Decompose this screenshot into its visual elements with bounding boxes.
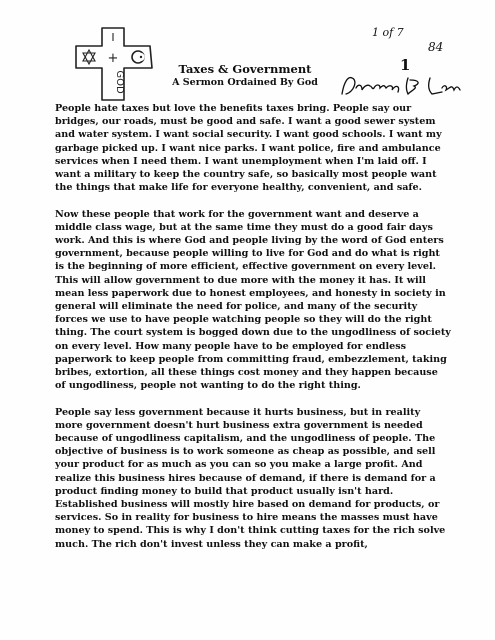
page-title: Taxes & Government	[178, 62, 312, 76]
cross-emblem	[72, 22, 158, 104]
handwritten-signature	[338, 72, 466, 98]
paragraph-3: People say less government because it hurts business, but in reality more government doesn't hurt business extra government is needed because of ungodliness capitalism, and the ungodliness of people. The objective of business is to work someone as cheap as possible, and sell your product for as much as you can so you make a large profit. And realize this business hires because of demand, if there is demand for a product finding money to build that product usually isn't hard. Established business will mostly hire based on demand for products, or services. So in reality for business to hire means the masses must have money to spend. This is why I don't think cutting taxes for the rich solve much. The rich don't invest unless they can make a profit,	[55, 406, 446, 550]
emblem-word-i: I	[111, 31, 115, 44]
star-of-david-icon	[83, 50, 95, 64]
crescent-icon	[132, 51, 145, 63]
emblem-word-god: GOD	[114, 70, 125, 94]
sermon-body	[55, 102, 451, 564]
handwritten-corner-number: 84	[428, 40, 444, 54]
handwritten-page-number: 1	[400, 56, 411, 74]
paragraph-2: Now these people that work for the government want and deserve a middle class wage, but at the same time they must do a good fair days work. And this is where God and people living by the word of God enters government, because people willing to live for God and do what is right is the beginning of more efficient, effective government on every level. This will allow government to due more with the money it has. It will mean less paperwork due to honest employees, and honesty in society in general will eliminate the need for police, and many of the security forces we use to have people watching people so they will do the right thing. The court system is bogged down due to the ungodliness of society on every level. How many people have to be employed for endless paperwork to keep people from committing fraud, embezzlement, taking bribes, extortion, all these things cost money and they happen because of ungodliness, people not wanting to do the right thing.	[55, 208, 451, 392]
sermon-header	[150, 62, 340, 90]
svg-text:+: +	[107, 51, 119, 66]
page-subtitle: A Sermon Ordained By God	[172, 77, 318, 88]
paragraph-1: People hate taxes but love the benefits taxes bring. People say our bridges, our roads, must be good and safe. I want a good sewer system and water system. I want social security. I want good schools. I want my garbage picked up. I want nice parks. I want police, fire and ambulance services when I need them. I want unemployment when I'm laid off. I want a military to keep the country safe, so basically most people want the things that make life for everyone healthy, convenient, and safe.	[55, 103, 442, 194]
handwritten-page-count: 1 of 7	[372, 26, 404, 39]
cross-icon	[72, 22, 158, 104]
